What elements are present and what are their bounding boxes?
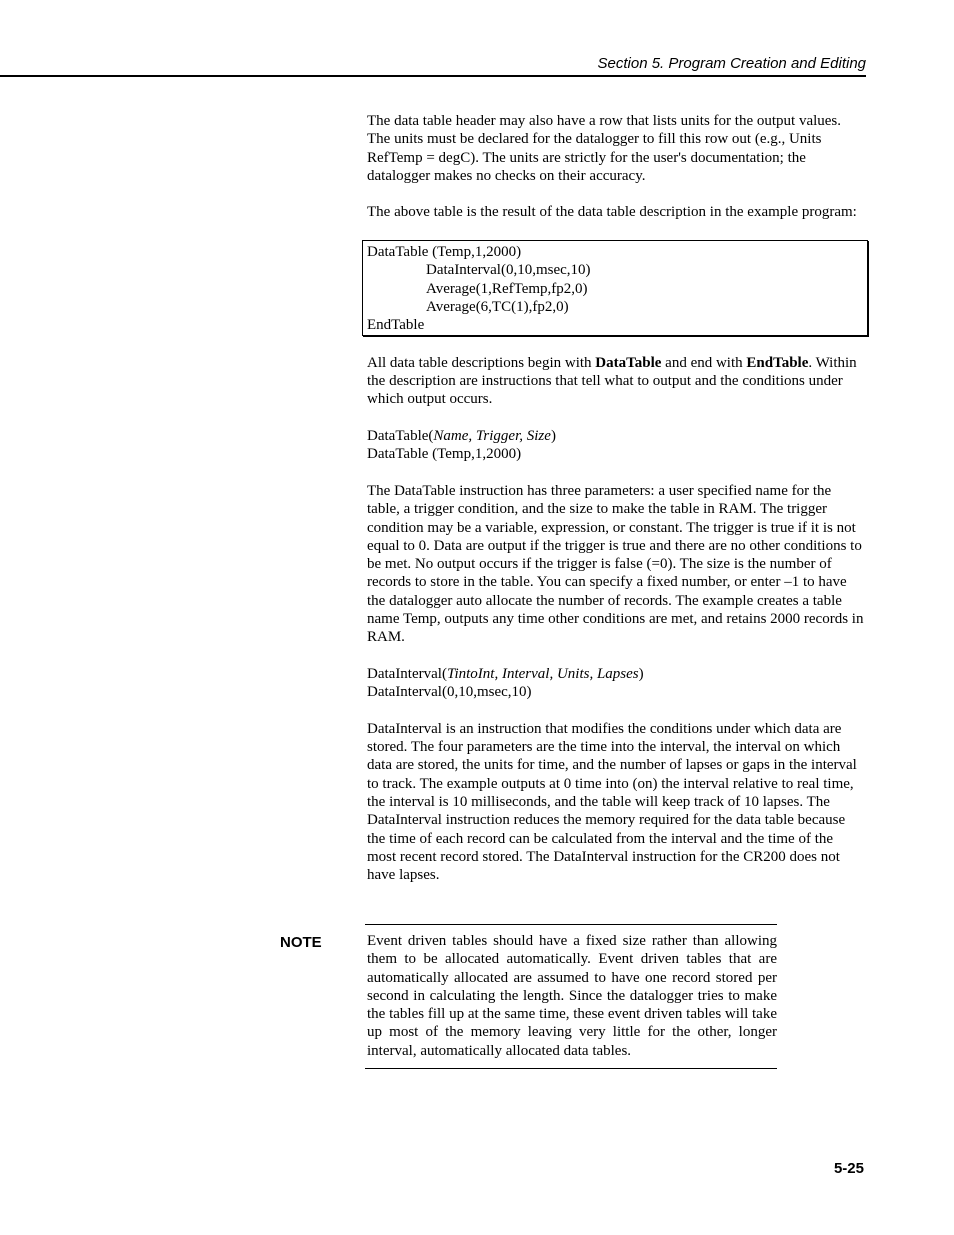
syntax-close: ) xyxy=(550,428,556,445)
note-text: Event driven tables should have a fixed size rather than allowing them to be allocated automatically. Event driven tables that are automatically allocated are assumed to have one record stored per second in calculating the length. Since the datalogger tries to make the tables fill up at the same time, these event driven tables will take up most of the memory leaving very little for the other, longer interval, automatically allocated data tables. xyxy=(367,933,777,1059)
code-line: EndTable xyxy=(367,317,425,334)
code-line: DataInterval(0,10,msec,10) xyxy=(426,262,591,279)
main-content xyxy=(367,112,865,903)
datainterval-syntax-block xyxy=(367,665,865,702)
paragraph-datatable-params: The DataTable instruction has three parameters: a user specified name for the table, a trigger condition, and the size to make the table in RAM. The trigger condition may be a variable, expression, or constant. The trigger is true if it is not equal to 0. Data are output if the trigger is true and there are no other conditions to be met. No output occurs if the trigger is false (=0). The size is the number of records to store in the table. You can specify a fixed number, or enter –1 to have the datalogger auto allocate the number of records. The example creates a table name Temp, outputs any time other conditions are met, and retains 2000 records in RAM. xyxy=(367,482,864,646)
syntax-example: DataTable (Temp,1,2000) xyxy=(367,446,522,463)
syntax-example: DataInterval(0,10,msec,10) xyxy=(367,684,532,701)
section-title: Section 5. Program Creation and Editing xyxy=(597,55,866,72)
page-number: 5-25 xyxy=(833,1160,864,1177)
syntax-params: TintoInt, Interval, Units, Lapses xyxy=(446,665,639,682)
syntax-name: DataInterval( xyxy=(367,665,447,682)
datatable-syntax-block xyxy=(367,427,865,464)
note-box xyxy=(365,924,777,1069)
keyword-datatable: DataTable xyxy=(595,354,662,371)
paragraph-units-row: The data table header may also have a row that lists units for the output values. The units must be declared for the datalogger to fill this row out (e.g., Units RefTemp = degC). The units are strictly for the user's documentation; the datalogger makes no checks on their accuracy. xyxy=(367,113,842,184)
note-label: NOTE xyxy=(280,934,322,951)
text-run: and end with xyxy=(661,354,747,371)
text-run: . Within the description are instructions that tell what to output and the conditions under which output occurs. xyxy=(367,354,857,408)
text-run: All data table descriptions begin with xyxy=(367,354,596,371)
paragraph-table-result: The above table is the result of the data table description in the example program: xyxy=(367,204,857,221)
paragraph-datainterval: DataInterval is an instruction that modifies the conditions under which data are stored. The four parameters are the time into the interval, the interval on which data are stored, the units for time, and the number of lapses or gaps in the interval to track. The example outputs at 0 time into (on) the interval relative to real time, the interval is 10 milliseconds, and the table will keep track of 10 lapses. The DataInterval instruction reduces the memory required for the data table because the time of each record can be calculated from the interval and the time of the most recent record stored. The DataInterval instruction for the CR200 does not have lapses. xyxy=(367,720,857,884)
syntax-name: DataTable( xyxy=(367,428,434,445)
code-line: DataTable (Temp,1,2000) xyxy=(367,244,522,261)
page-header xyxy=(0,55,866,77)
syntax-params: Name, Trigger, Size xyxy=(433,428,551,445)
code-block-datatable xyxy=(362,240,868,335)
syntax-close: ) xyxy=(638,665,644,682)
code-line: Average(6,TC(1),fp2,0) xyxy=(426,298,569,315)
paragraph-descriptions xyxy=(367,354,865,409)
code-line: Average(1,RefTemp,fp2,0) xyxy=(426,280,588,297)
keyword-endtable: EndTable xyxy=(746,354,809,371)
